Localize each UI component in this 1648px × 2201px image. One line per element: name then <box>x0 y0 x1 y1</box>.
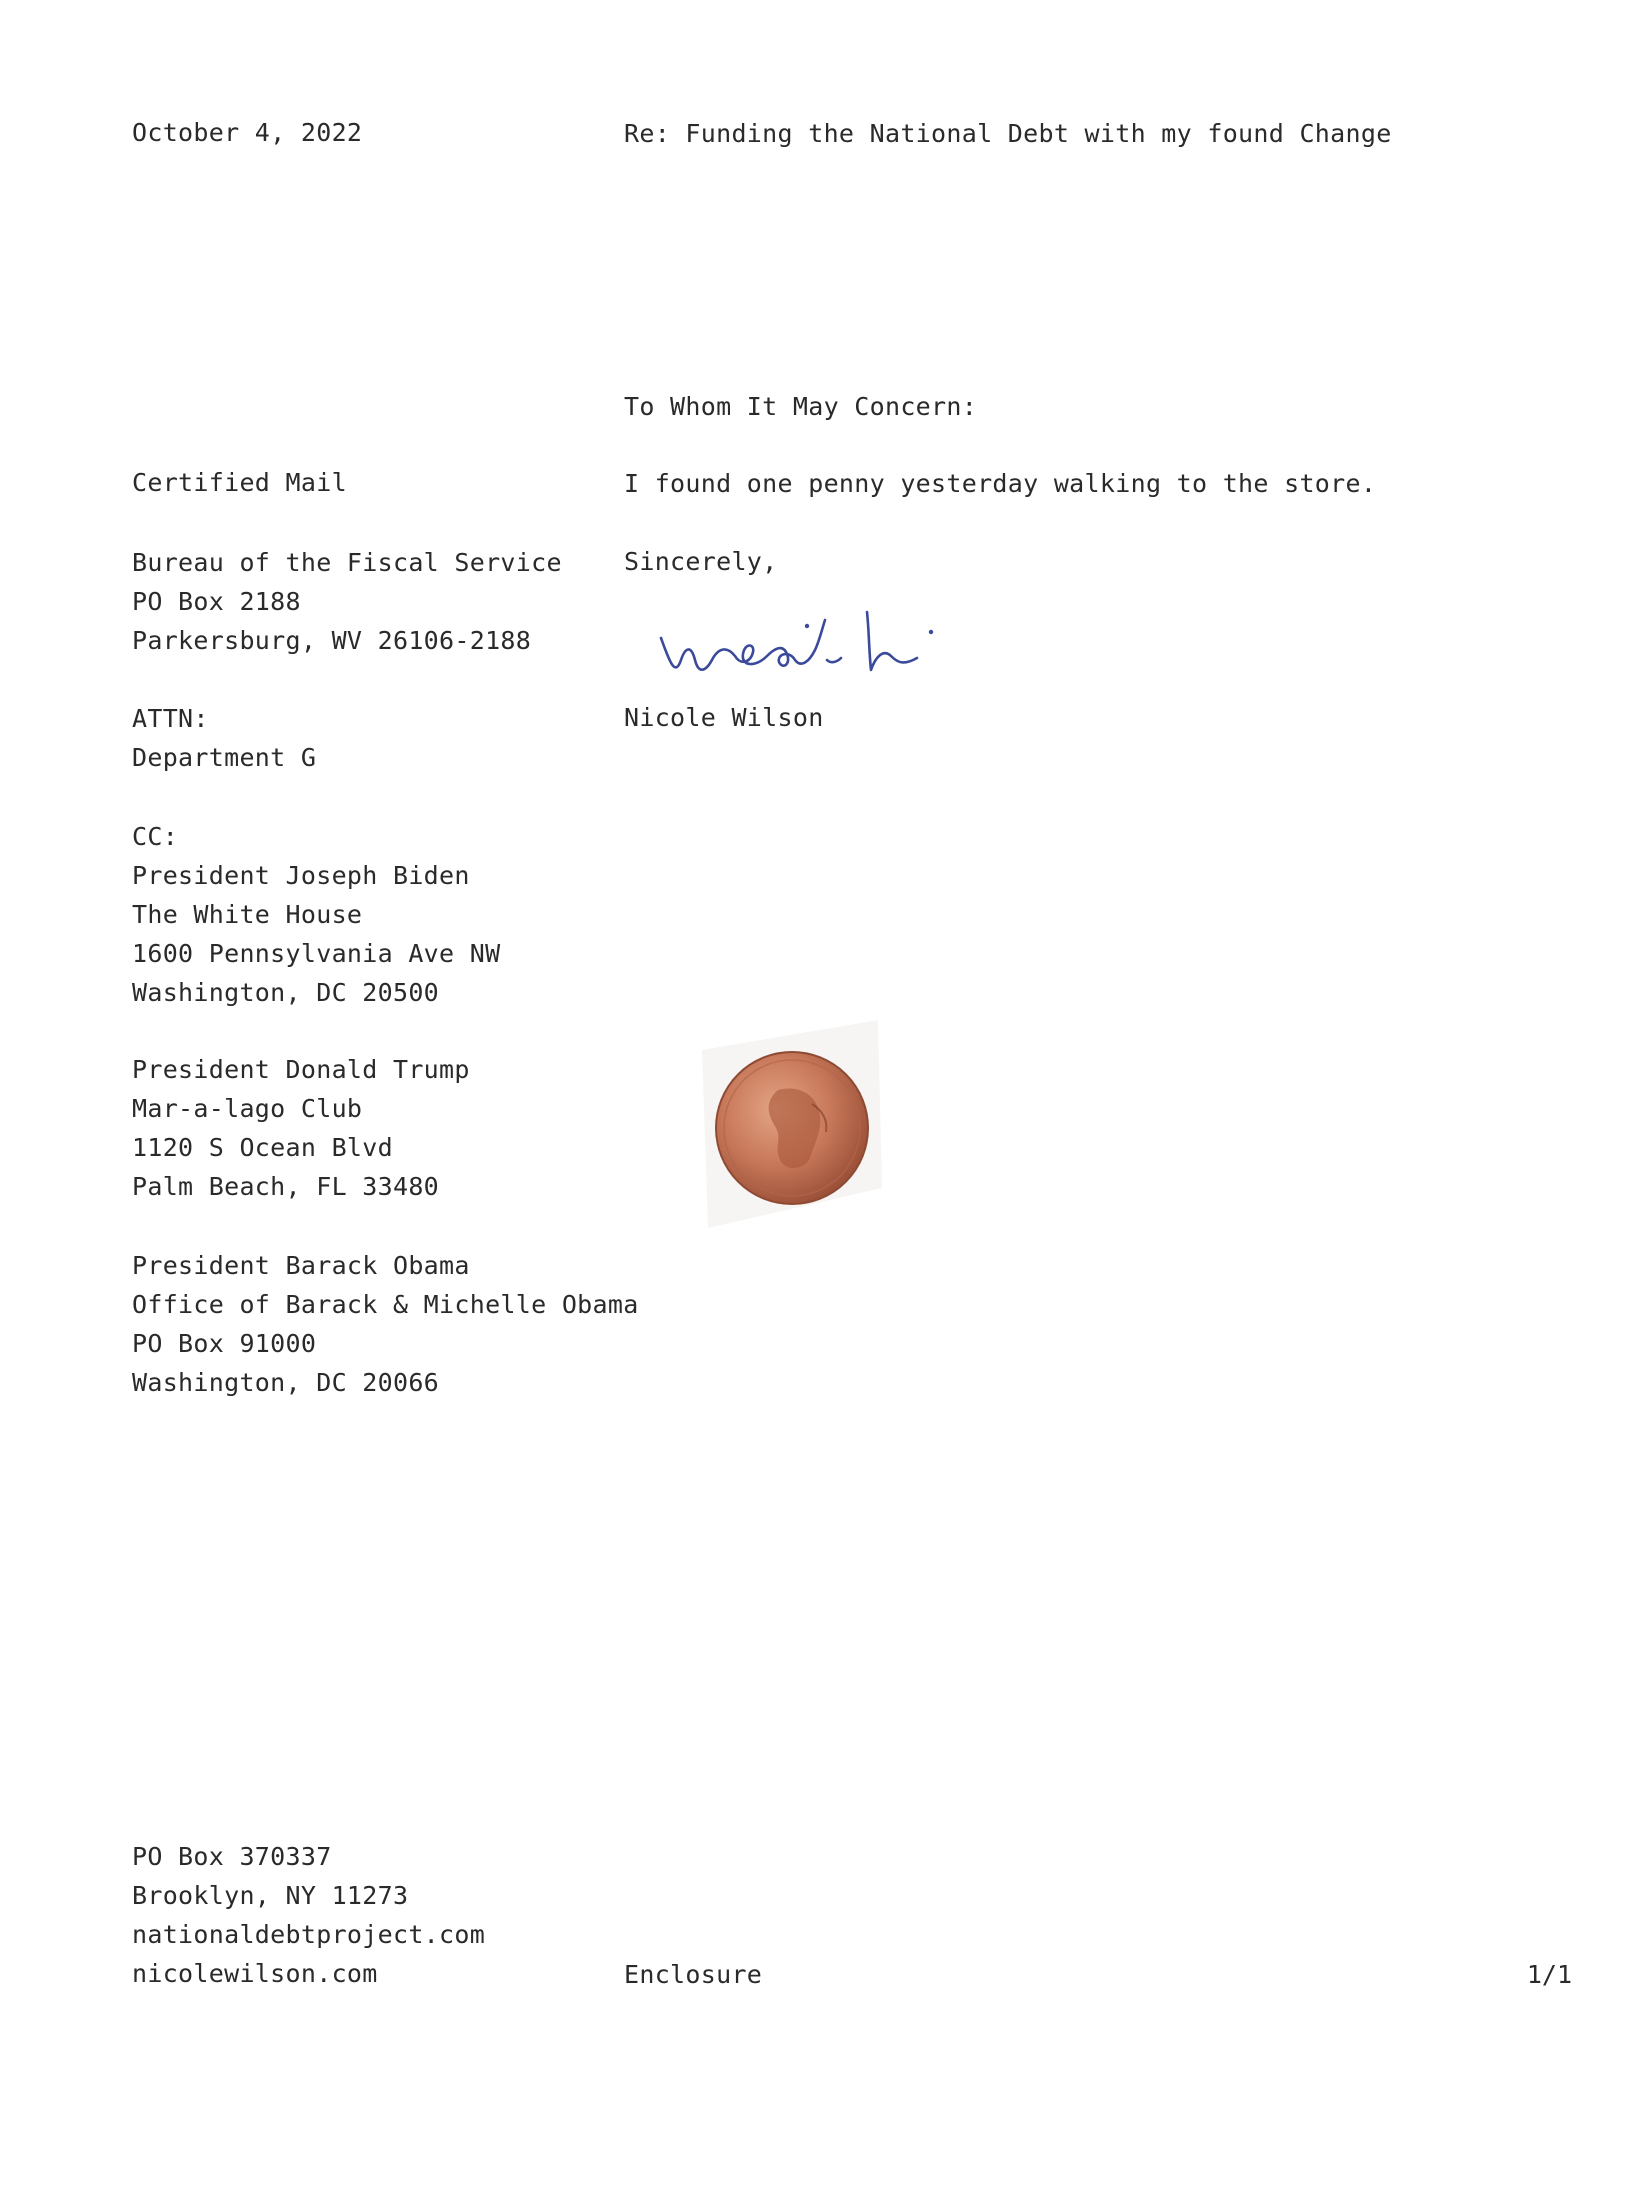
cc-line: Office of Barack & Michelle Obama <box>132 1290 639 1319</box>
cc-line: Washington, DC 20066 <box>132 1368 440 1397</box>
sender-address <box>132 1837 485 1993</box>
cc-line: Mar-a-lago Club <box>132 1094 363 1123</box>
recipient-address <box>132 543 562 660</box>
cc-line: President Joseph Biden <box>132 861 470 890</box>
cc-block-biden <box>132 817 500 1012</box>
address-line: Bureau of the Fiscal Service <box>132 548 562 577</box>
cc-line: 1120 S Ocean Blvd <box>132 1133 393 1162</box>
cc-label: CC: <box>132 822 179 851</box>
cc-line: President Barack Obama <box>132 1251 470 1280</box>
attn-department: Department G <box>132 743 317 772</box>
penny-image <box>700 1020 885 1235</box>
cc-line: 1600 Pennsylvania Ave NW <box>132 939 501 968</box>
enclosure-note: Enclosure <box>624 1960 763 1989</box>
sender-line: PO Box 370337 <box>132 1842 332 1871</box>
cc-line: PO Box 91000 <box>132 1329 317 1358</box>
address-line: Parkersburg, WV 26106-2188 <box>132 626 532 655</box>
cc-block-trump <box>132 1050 470 1206</box>
sender-website-link[interactable]: nationaldebtproject.com <box>132 1920 486 1949</box>
cc-line: Palm Beach, FL 33480 <box>132 1172 440 1201</box>
letter-subject: Re: Funding the National Debt with my found Change <box>624 119 1392 148</box>
cc-line: Washington, DC 20500 <box>132 978 440 1007</box>
signer-name: Nicole Wilson <box>624 703 824 732</box>
sender-line: Brooklyn, NY 11273 <box>132 1881 409 1910</box>
salutation: To Whom It May Concern: <box>624 392 978 421</box>
cc-line: President Donald Trump <box>132 1055 470 1084</box>
cc-block-obama <box>132 1246 639 1402</box>
closing: Sincerely, <box>624 547 778 576</box>
page-number: 1/1 <box>1526 1960 1572 1989</box>
attn-label: ATTN: <box>132 704 209 733</box>
address-line: PO Box 2188 <box>132 587 301 616</box>
sender-website-link[interactable]: nicolewilson.com <box>132 1959 378 1988</box>
mail-method: Certified Mail <box>132 468 347 497</box>
letter-body: I found one penny yesterday walking to the store. <box>624 469 1377 498</box>
cc-line: The White House <box>132 900 363 929</box>
attention-block <box>132 699 316 777</box>
letter-date: October 4, 2022 <box>132 118 363 147</box>
signature <box>655 600 995 690</box>
